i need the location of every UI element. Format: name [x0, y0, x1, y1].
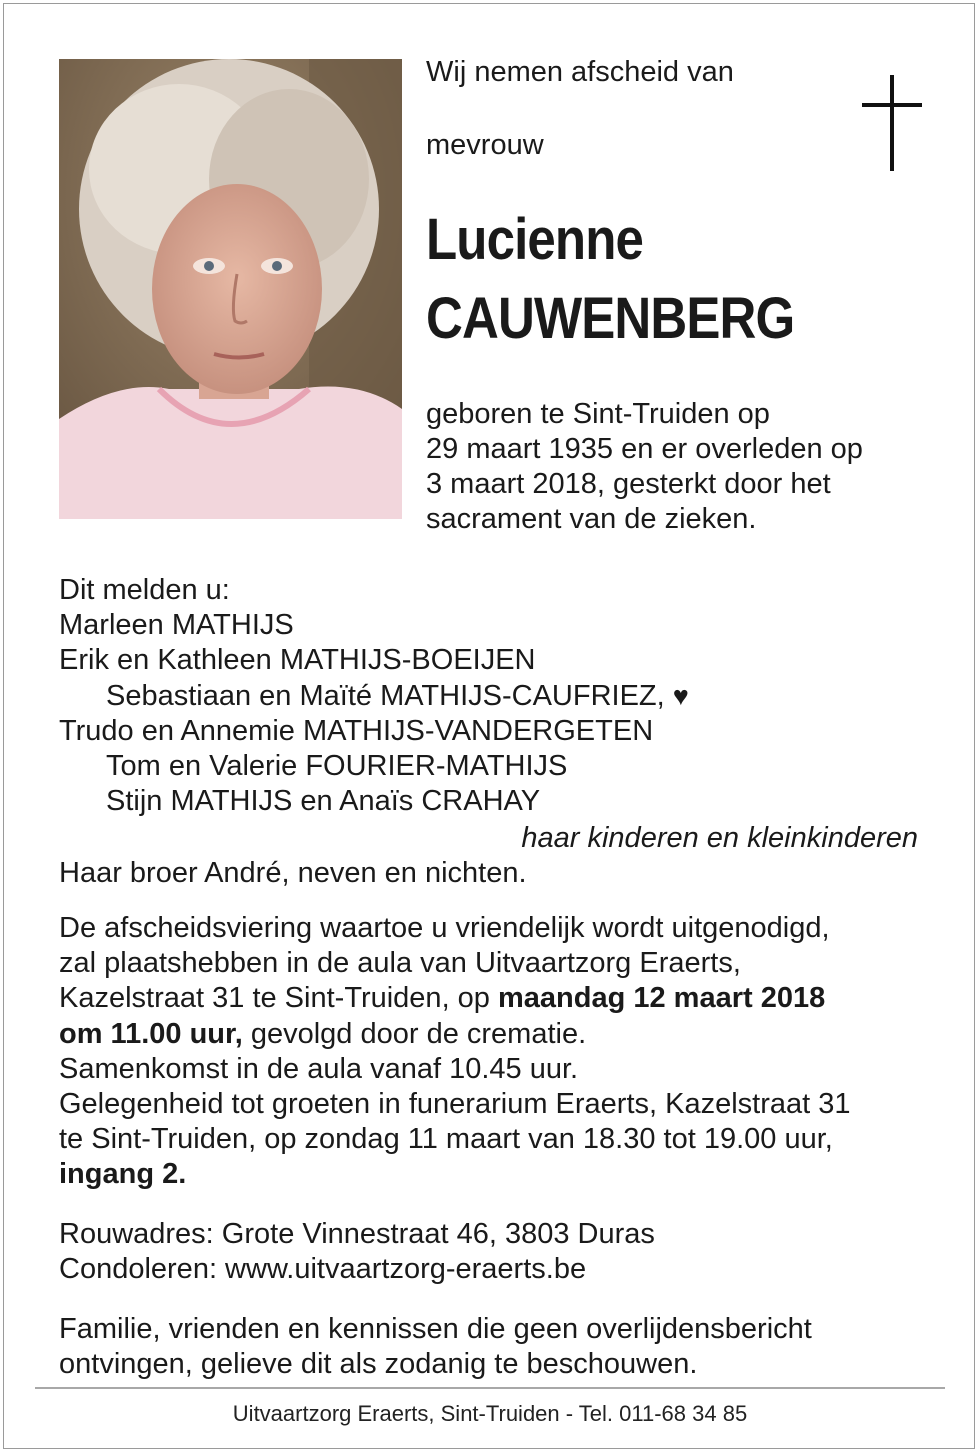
- condolence-website: Condoleren: www.uitvaartzorg-eraerts.be: [59, 1253, 587, 1286]
- mourning-address: Rouwadres: Grote Vinnestraat 46, 3803 Duras: [59, 1218, 655, 1250]
- title-mevrouw: mevrouw: [426, 129, 544, 161]
- contact-details: [59, 1217, 655, 1287]
- family-signature: haar kinderen en kleinkinderen: [521, 822, 918, 854]
- heart-icon: ♥: [672, 680, 689, 711]
- list-item: Stijn MATHIJS en Anaïs CRAHAY: [106, 785, 541, 818]
- first-name: Lucienne: [426, 207, 644, 272]
- list-item: Tom en Valerie FOURIER-MATHIJS: [106, 750, 568, 783]
- list-item: Erik en Kathleen MATHIJS-BOEIJEN: [59, 644, 536, 677]
- footer-divider: [35, 1387, 945, 1389]
- last-name: CAUWENBERG: [426, 286, 795, 351]
- footer-text: Uitvaartzorg Eraerts, Sint-Truiden - Tel. 011-68 34 85: [232, 1401, 748, 1426]
- list-item: Marleen MATHIJS: [59, 609, 294, 642]
- family-heading: Dit melden u:: [59, 574, 230, 606]
- brother-line: Haar broer André, neven en nichten.: [59, 857, 527, 889]
- intro-text: Wij nemen afscheid van: [426, 56, 734, 88]
- family-list: [59, 573, 689, 819]
- closing-note: Familie, vrienden en kennissen die geen overlijdensbericht ontvingen, gelieve dit als zodanig te beschouwen.: [59, 1313, 812, 1381]
- birth-death-details: geboren te Sint-Truiden op 29 maart 1935 en er overleden op 3 maart 2018, gesterkt door het sacrament van de zieken.: [426, 398, 863, 535]
- list-item: Sebastiaan en Maïté MATHIJS-CAUFRIEZ, ♥: [106, 679, 689, 712]
- service-details: De afscheidsviering waartoe u vriendelijk wordt uitgenodigd, zal plaatshebben in de aula van Uitvaartzorg Eraerts, Kazelstraat 31 te Sint-Truiden, op maandag 12 maart 2018 om 11.00 uur, gevolgd door de crematie. Samenkomst in de aula vanaf 10.45 uur. Gelegenheid tot groeten in funerarium Eraerts, Kazelstraat 31 te Sint-Truiden, op zondag 11 maart van 18.30 tot 19.00 uur, ingang 2.: [59, 912, 851, 1191]
- portrait-photo: [59, 59, 402, 519]
- list-item: Trudo en Annemie MATHIJS-VANDERGETEN: [59, 714, 654, 747]
- cross-icon: [862, 75, 922, 171]
